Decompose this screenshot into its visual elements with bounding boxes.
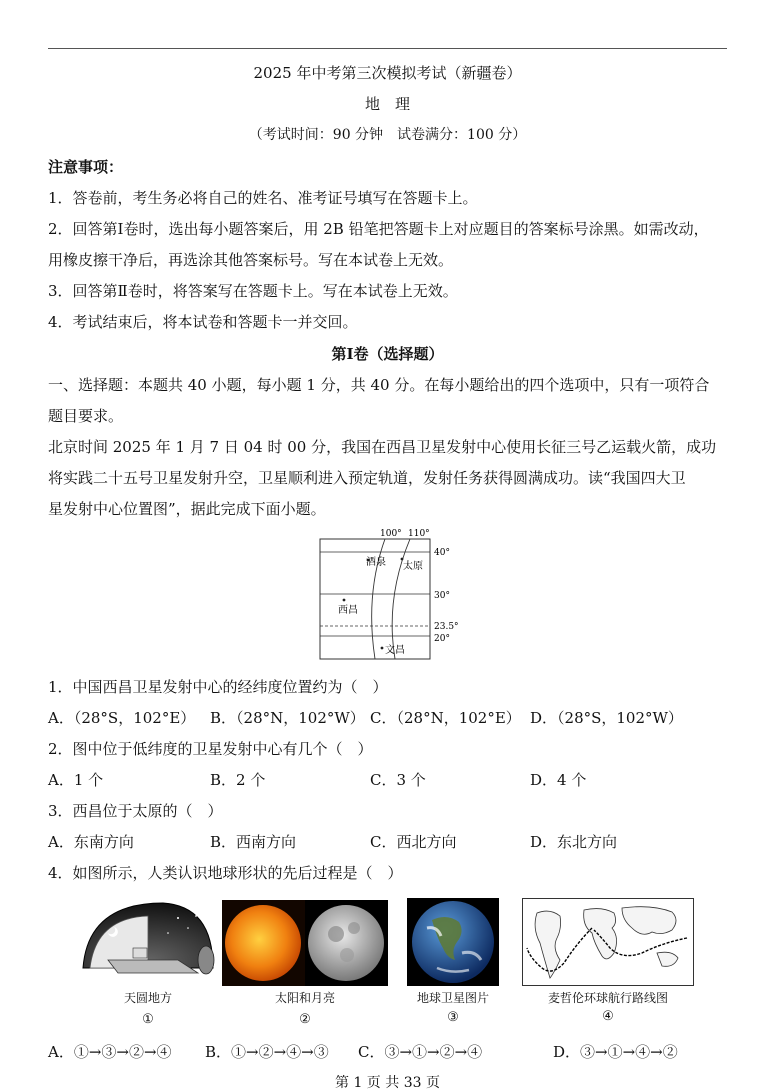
figure-number: ③ — [447, 1010, 459, 1025]
passage-line: 北京时间 2025 年 1 月 7 日 04 时 00 分，我国在西昌卫星发射中心使用长征三号乙运载火箭，成功 — [48, 438, 717, 456]
note-item: 1．答卷前，考生务必将自己的姓名、准考证号填写在答题卡上。 — [48, 189, 478, 207]
place-label: 西昌 — [338, 605, 358, 616]
exam-info: （考试时间：90 分钟 试卷满分：100 分） — [248, 127, 527, 143]
option-c[interactable]: C．（28°N，102°E） — [370, 709, 521, 727]
figure-number: ② — [299, 1012, 311, 1027]
place-dot — [381, 647, 384, 650]
passage-line: 星发射中心位置图”，据此完成下面小题。 — [48, 500, 326, 518]
dome-picture — [78, 898, 218, 982]
section-title: 第Ⅰ卷（选择题） — [331, 345, 444, 363]
note-item: 3．回答第Ⅱ卷时，将答案写在答题卡上。写在本试卷上无效。 — [48, 282, 458, 300]
lon-label: 110° — [408, 529, 430, 539]
lat-label: 40° — [434, 548, 450, 558]
figure-caption: 麦哲伦环球航行路线图 — [547, 991, 668, 1005]
place-dot — [343, 599, 346, 602]
note-item: 4．考试结束后，将本试卷和答题卡一并交回。 — [48, 313, 358, 331]
top-rule — [48, 48, 727, 49]
question-stem: 4．如图所示，人类认识地球形状的先后过程是（ ） — [48, 864, 403, 882]
question-stem: 1．中国西昌卫星发射中心的经纬度位置约为（ ） — [48, 678, 388, 696]
launch-center-map — [300, 524, 470, 664]
exam-title: 2025 年中考第三次模拟考试（新疆卷） — [253, 64, 522, 82]
option-d[interactable]: D．4 个 — [530, 771, 587, 789]
lon-line-110 — [392, 539, 410, 659]
question-stem: 2．图中位于低纬度的卫星发射中心有几个（ ） — [48, 740, 373, 758]
figure-caption: 天圆地方 — [123, 991, 172, 1005]
lat-label: 20° — [434, 634, 450, 644]
question-stem: 3．西昌位于太原的（ ） — [48, 802, 223, 820]
place-label: 太原 — [403, 561, 423, 572]
magellan-route-picture — [522, 898, 694, 986]
place-label: 酒泉 — [366, 557, 386, 568]
lon-label: 100° — [380, 529, 402, 539]
place-dot — [401, 558, 404, 561]
earth-picture — [407, 898, 499, 986]
option-a[interactable]: A．1 个 — [48, 771, 104, 789]
sun-moon-picture — [222, 900, 388, 986]
section-intro: 题目要求。 — [48, 407, 124, 425]
option-b[interactable]: B．2 个 — [210, 771, 266, 789]
figure-caption: 太阳和月亮 — [274, 991, 335, 1005]
note-item: 用橡皮擦干净后，再选涂其他答案标号。写在本试卷上无效。 — [48, 251, 454, 269]
option-d[interactable]: D．③→①→④→② — [553, 1043, 678, 1061]
option-c[interactable]: C．西北方向 — [370, 833, 457, 851]
option-a[interactable]: A．①→③→②→④ — [48, 1043, 172, 1061]
notes-heading: 注意事项： — [48, 158, 124, 176]
option-b[interactable]: B．①→②→④→③ — [205, 1043, 329, 1061]
section-intro: 一、选择题：本题共 40 小题，每小题 1 分，共 40 分。在每小题给出的四个选项中，只有一项符合 — [48, 376, 710, 394]
option-d[interactable]: D．东北方向 — [530, 833, 618, 851]
option-b[interactable]: B．西南方向 — [210, 833, 297, 851]
option-c[interactable]: C．3 个 — [370, 771, 426, 789]
option-a[interactable]: A．（28°S，102°E） — [48, 709, 196, 727]
figure-number: ④ — [602, 1009, 614, 1024]
note-item: 2．回答第Ⅰ卷时，选出每小题答案后，用 2B 铅笔把答题卡上对应题目的答案标号涂黑。如需改动， — [48, 220, 709, 238]
figure-number: ① — [142, 1012, 154, 1027]
place-label: 文昌 — [385, 645, 405, 656]
subject-title: 地 理 — [364, 95, 410, 113]
lat-label: 30° — [434, 591, 450, 601]
lat-label: 23.5° — [434, 622, 459, 632]
figure-caption: 地球卫星图片 — [416, 991, 489, 1005]
option-d[interactable]: D．（28°S，102°W） — [530, 709, 683, 727]
option-b[interactable]: B．（28°N，102°W） — [210, 709, 365, 727]
option-c[interactable]: C．③→①→②→④ — [358, 1043, 483, 1061]
option-a[interactable]: A．东南方向 — [48, 833, 134, 851]
page-footer: 第 1 页 共 33 页 — [335, 1075, 440, 1091]
passage-line: 将实践二十五号卫星发射升空，卫星顺利进入预定轨道，发射任务获得圆满成功。读“我国四大卫 — [48, 469, 686, 487]
